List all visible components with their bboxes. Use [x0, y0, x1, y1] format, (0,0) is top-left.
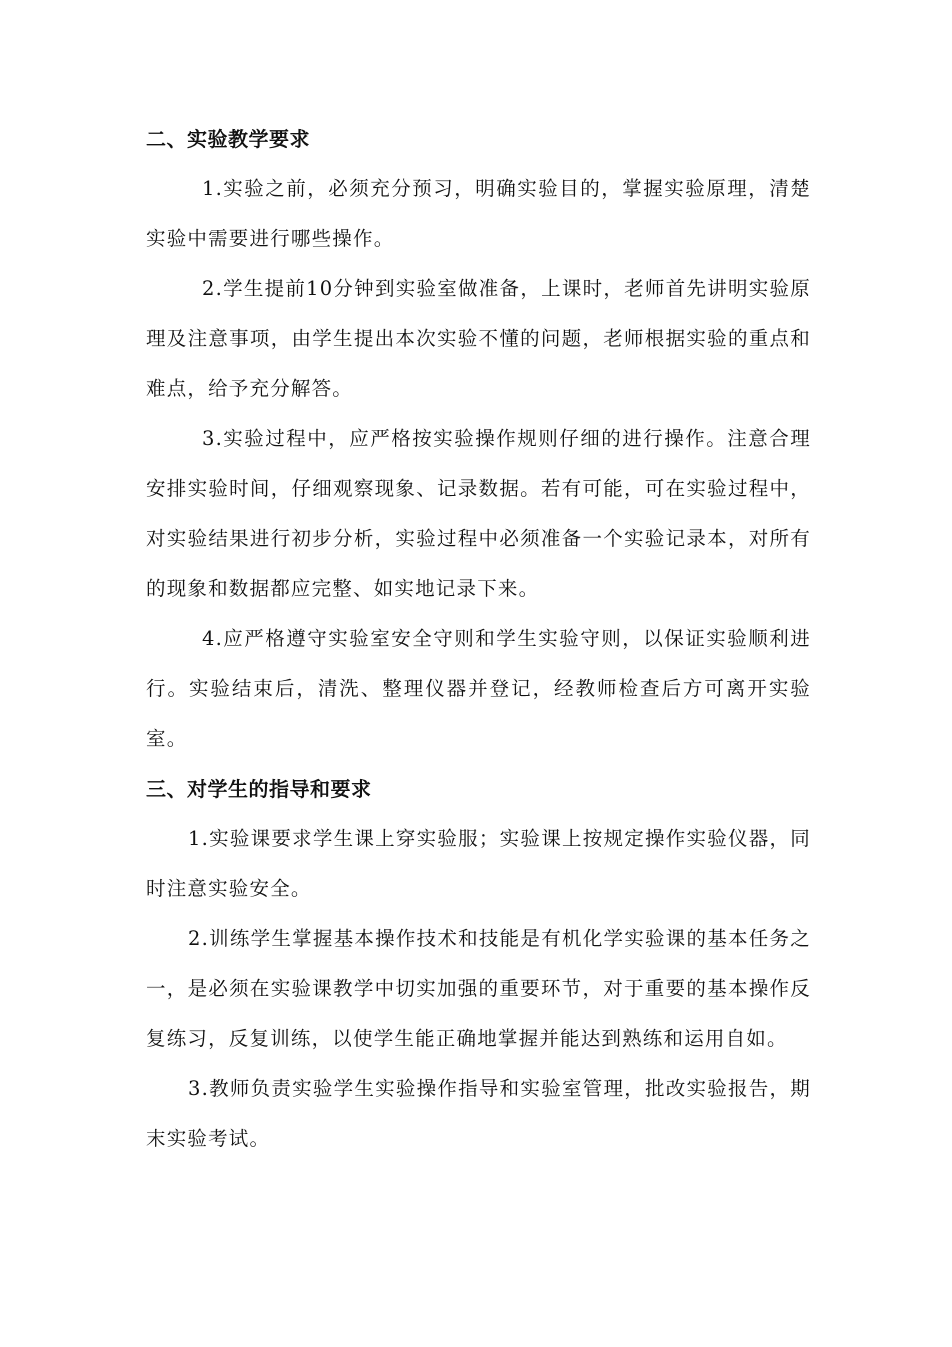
paragraph: 2.学生提前10分钟到实验室做准备，上课时，老师首先讲明实验原理及注意事项，由学生提出本次实验不懂的问题，老师根据实验的重点和难点，给予充分解答。	[146, 277, 811, 400]
paragraph: 4.应严格遵守实验室安全守则和学生实验守则，以保证实验顺利进行。实验结束后，清洗、整理仪器并登记，经教师检查后方可离开实验室。	[146, 627, 811, 750]
paragraph: 3.实验过程中，应严格按实验操作规则仔细的进行操作。注意合理安排实验时间，仔细观察现象、记录数据。若有可能，可在实验过程中，对实验结果进行初步分析，实验过程中必须准备一个实验记录本，对所有的现象和数据都应完整、如实地记录下来。	[146, 427, 811, 600]
document-body	[146, 114, 811, 1164]
section-heading-student-guidance: 三、对学生的指导和要求	[146, 777, 372, 801]
section-heading-teaching-requirements: 二、实验教学要求	[146, 127, 310, 151]
paragraph: 1.实验课要求学生课上穿实验服；实验课上按规定操作实验仪器，同时注意实验安全。	[146, 827, 811, 900]
paragraph: 2.训练学生掌握基本操作技术和技能是有机化学实验课的基本任务之一，是必须在实验课教学中切实加强的重要环节，对于重要的基本操作反复练习，反复训练，以使学生能正确地掌握并能达到熟练和运用自如。	[146, 927, 811, 1050]
paragraph: 1.实验之前，必须充分预习，明确实验目的，掌握实验原理，清楚实验中需要进行哪些操作。	[146, 177, 811, 250]
paragraph: 3.教师负责实验学生实验操作指导和实验室管理，批改实验报告，期末实验考试。	[146, 1077, 811, 1150]
